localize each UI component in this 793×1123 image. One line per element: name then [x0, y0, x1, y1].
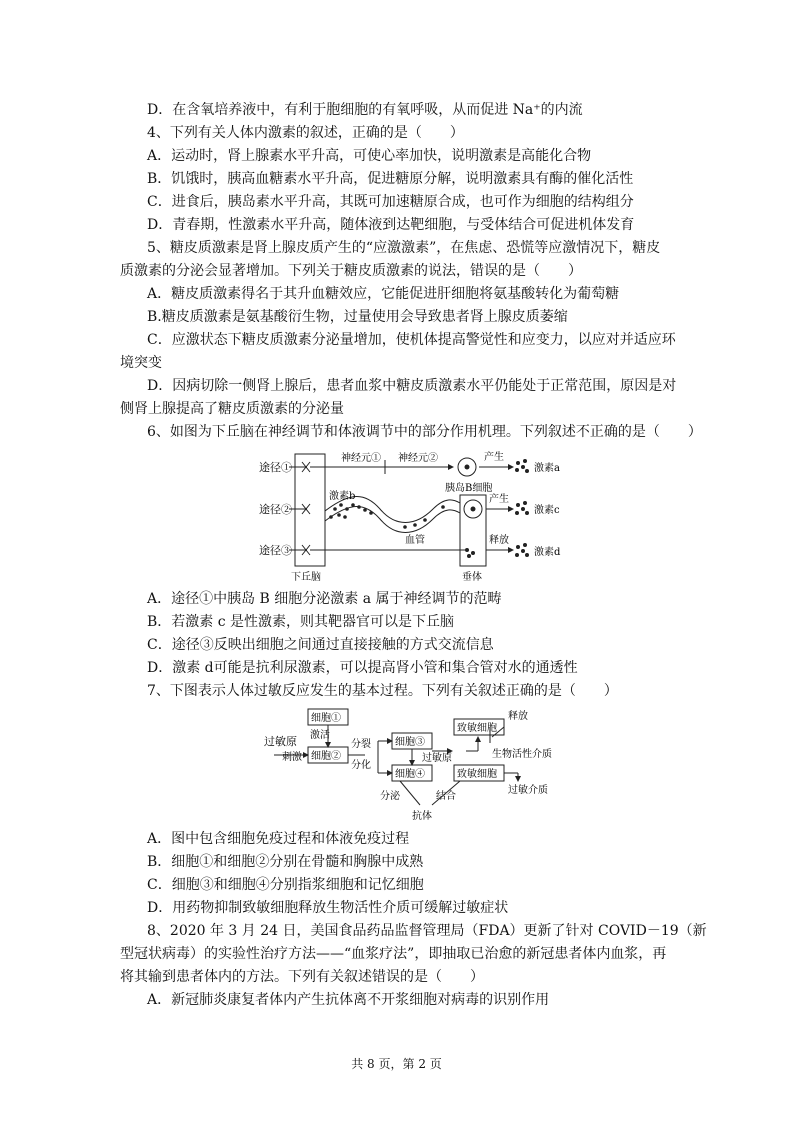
islet-b-cell-label: 胰岛B细胞 — [445, 483, 493, 494]
q5-option-b: B.糖皮质激素是氨基酸衍生物，过量使用会导致患者肾上腺皮质萎缩 — [147, 309, 568, 325]
q6-stem: 6、如图为下丘脑在神经调节和体液调节中的部分作用机理。下列叙述不正确的是（ ） — [147, 424, 702, 440]
q7-option-b: B．细胞①和细胞②分别在骨髓和胸腺中成熟 — [147, 854, 424, 870]
hormone-c-label: 激素c — [534, 505, 560, 516]
page-footer: 共 8 页，第 2 页 — [351, 1057, 442, 1071]
q5-stem-line1: 5、糖皮质激素是肾上腺皮质产生的“应激激素”，在焦虑、恐慌等应激情况下，糖皮 — [147, 240, 661, 256]
q8-stem-line3: 将其输到患者体内的方法。下列有关叙述错误的是（ ） — [120, 969, 484, 985]
release-label: 释放 — [508, 711, 528, 722]
q6-option-a: A．途径①中胰岛 B 细胞分泌激素 a 属于神经调节的范畴 — [147, 591, 502, 607]
hormone-a-dots — [515, 459, 529, 473]
q3-option-d: D．在含氧培养液中，有利于胞细胞的有氧呼吸，从而促进 Na⁺的内流 — [147, 102, 583, 118]
q4-stem: 4、下列有关人体内激素的叙述，正确的是（ ） — [147, 125, 464, 141]
hormone-b-label: 激素b — [329, 491, 356, 502]
path3-label: 途径③ — [259, 544, 292, 557]
activate-label: 激活 — [310, 730, 330, 741]
sensitized-cell-bottom-label: 致敏细胞 — [457, 769, 497, 780]
q5-stem-line2: 质激素的分泌会显著增加。下列关于糖皮质激素的说法，错误的是（ ） — [120, 263, 582, 279]
split-label: 分裂 — [351, 739, 371, 750]
q6-option-d: D．激素 d可能是抗利尿激素，可以提高肾小管和集合管对水的通透性 — [147, 660, 578, 676]
q5-option-d-line2: 侧肾上腺提高了糖皮质激素的分泌量 — [120, 401, 344, 417]
produce-label-c: 产生 — [489, 494, 509, 505]
q5-option-a: A．糖皮质激素得名于其升血糖效应，它能促进肝细胞将氨基酸转化为葡萄糖 — [147, 286, 620, 302]
allergy-process-figure — [260, 705, 570, 825]
neuron2-label: 神经元② — [398, 453, 438, 464]
bioactive-label: 生物活性介质 — [492, 749, 552, 760]
cell2-label: 细胞② — [311, 751, 341, 762]
hypothalamus-regulation-figure — [255, 447, 575, 585]
differentiate-label: 分化 — [351, 760, 371, 771]
pituitary-label: 垂体 — [462, 572, 482, 583]
pituitary-box — [460, 495, 486, 566]
q7-option-d: D．用药物抑制致敏细胞释放生物活性介质可缓解过敏症状 — [147, 900, 509, 916]
allergic-mediator-label: 过敏介质 — [508, 785, 548, 796]
hormone-d-label: 激素d — [534, 547, 561, 558]
q8-stem-line2: 型冠状病毒）的实验性治疗方法——“血浆疗法”，即抽取已治愈的新冠患者体内血浆，再 — [120, 946, 667, 962]
bind-label: 结合 — [436, 791, 456, 802]
path1-label: 途径① — [259, 461, 292, 474]
stimulate-label: 刺激 — [282, 752, 302, 763]
q8-option-a: A．新冠肺炎康复者体内产生抗体离不开浆细胞对病毒的识别作用 — [147, 992, 550, 1008]
q7-option-a: A．图中包含细胞免疫过程和体液免疫过程 — [147, 831, 410, 847]
q4-option-b: B．饥饿时，胰高血糖素水平升高，促进糖原分解，说明激素具有酶的催化活性 — [147, 171, 634, 187]
path2-label: 途径② — [259, 503, 292, 516]
allergen-mid-label: 过敏原 — [422, 753, 452, 764]
cell1-label: 细胞① — [311, 713, 341, 724]
hormone-d-dots — [515, 543, 529, 557]
cell3-label: 细胞③ — [395, 737, 425, 748]
vessel-label: 血管 — [405, 535, 425, 546]
allergen-left-label: 过敏原 — [264, 735, 297, 748]
antibody-label: 抗体 — [412, 811, 432, 822]
hypothalamus-label: 下丘脑 — [291, 572, 321, 583]
q7-stem: 7、下图表示人体过敏反应发生的基本过程。下列有关叙述正确的是（ ） — [147, 683, 618, 699]
sensitized-cell-top-label: 致敏细胞 — [457, 723, 497, 734]
hypothalamus-box — [295, 454, 325, 566]
cell4-label: 细胞④ — [395, 769, 425, 780]
q5-option-c-line2: 境突变 — [120, 355, 162, 371]
neuron1-label: 神经元① — [341, 453, 381, 464]
q4-option-c: C．进食后，胰岛素水平升高，其既可加速糖原合成，也可作为细胞的结构组分 — [147, 194, 634, 210]
q4-option-d: D．青春期，性激素水平升高，随体液到达靶细胞，与受体结合可促进机体发育 — [147, 217, 635, 233]
produce-label-a: 产生 — [484, 452, 504, 463]
q8-stem-line1: 8、2020 年 3 月 24 日，美国食品药品监督管理局（FDA）更新了针对 COVID－19（新 — [147, 923, 707, 939]
hormone-c-dots — [515, 501, 529, 515]
q6-option-b: B．若激素 c 是性激素，则其靶器官可以是下丘脑 — [147, 614, 455, 630]
secrete-label: 分泌 — [380, 791, 400, 802]
release-label: 释放 — [489, 535, 509, 546]
hormone-a-label: 激素a — [534, 463, 560, 474]
q5-option-c-line1: C．应激状态下糖皮质激素分泌量增加，使机体提高警觉性和应变力，以应对并适应环 — [147, 332, 676, 348]
q5-option-d-line1: D．因病切除一侧肾上腺后，患者血浆中糖皮质激素水平仍能处于正常范围，原因是对 — [147, 378, 677, 394]
q7-option-c: C．细胞③和细胞④分别指浆细胞和记忆细胞 — [147, 877, 424, 893]
q6-option-c: C．途径③反映出细胞之间通过直接接触的方式交流信息 — [147, 637, 494, 653]
q4-option-a: A．运动时，肾上腺素水平升高，可使心率加快，说明激素是高能化合物 — [147, 148, 592, 164]
